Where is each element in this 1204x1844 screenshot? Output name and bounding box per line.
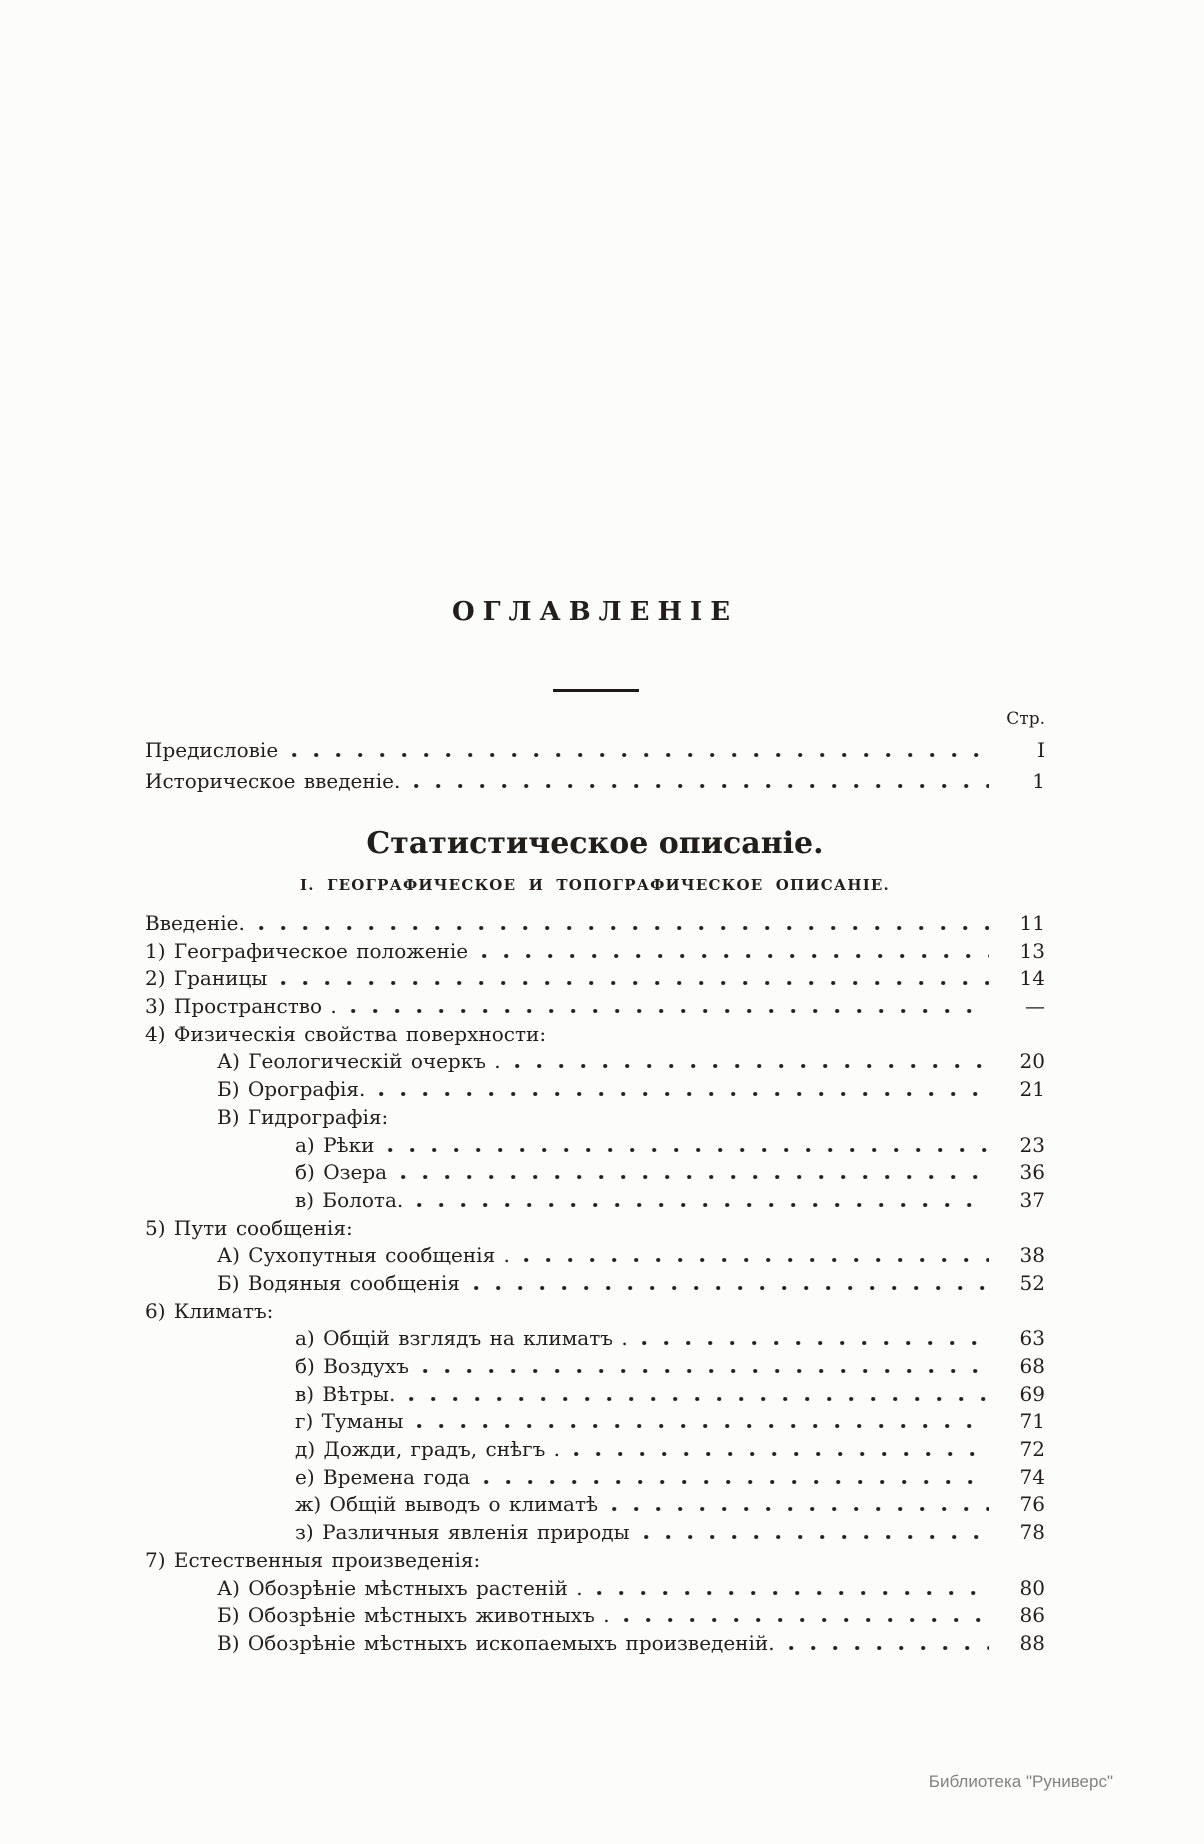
dot-leader [409,1397,989,1401]
toc-row [145,1354,1045,1382]
toc-row [145,1548,1045,1576]
toc-row [145,1409,1045,1437]
dot-leader [401,1175,989,1179]
toc-entry-label: в) Вѣтры. [295,1381,396,1406]
toc-entry-page: 71 [1019,1409,1045,1434]
dot-leader [417,1203,989,1207]
toc-entry-page: 1 [1032,769,1045,793]
toc-entry-page: 69 [1019,1381,1045,1406]
section-heading: Статистическое описаніе. [366,826,824,861]
toc-entry-label: 7) Естественныя произведенія: [145,1547,481,1572]
toc-entry-label: Предисловіе [145,738,279,762]
toc-row [145,1382,1045,1410]
dot-leader [474,1286,989,1290]
dot-leader [281,981,989,985]
toc-entry-label: Историческое введеніе. [145,769,401,793]
toc-entry-page: 38 [1019,1243,1045,1268]
toc-entry-page: 86 [1019,1603,1045,1628]
toc-entry-label: з) Различныя явленія природы [295,1520,630,1545]
toc-entry-label: Б) Орографія. [217,1077,366,1102]
toc-entry-label: Введеніе. [145,911,245,935]
dot-leader [292,753,989,757]
dot-leader [351,1009,989,1013]
toc-entry-page: 88 [1019,1630,1045,1655]
toc-entry-label: В) Обозрѣніе мѣстныхъ ископаемыхъ произведеній. [217,1630,775,1655]
toc-row [145,1022,1045,1050]
dot-leader [612,1507,989,1511]
toc-entry-page: 76 [1019,1492,1045,1517]
toc-entry-page: 52 [1019,1270,1045,1295]
toc-entry-label: 1) Географическое положеніе [145,938,469,963]
toc-row [145,1465,1045,1493]
toc-row [145,994,1045,1022]
toc-entry-label: Б) Обозрѣніе мѣстныхъ животныхъ . [217,1603,610,1628]
subsection-heading: І. ГЕОГРАФИЧЕСКОЕ И ТОПОГРАФИЧЕСКОЕ ОПИСАНІЕ. [300,876,890,894]
toc-row [145,1520,1045,1548]
dot-leader [642,1341,989,1345]
toc-entry-page: 21 [1019,1077,1045,1102]
toc-entry-label: б) Озера [295,1160,388,1185]
toc-entry-page: 80 [1019,1575,1045,1600]
dot-leader [644,1535,990,1539]
toc-row [145,939,1045,967]
dot-leader [789,1646,989,1650]
dot-leader [574,1452,989,1456]
toc-entry-label: ж) Общій выводъ о климатѣ [295,1492,599,1517]
toc-row [145,911,1045,939]
toc-entry-label: 6) Климатъ: [145,1298,274,1323]
toc-entry-label: 3) Пространство . [145,994,337,1019]
toc-row [145,1188,1045,1216]
toc-row [145,966,1045,994]
toc-row [145,769,1045,800]
toc-entry-page: — [1025,994,1045,1019]
front-matter-list [145,738,1045,800]
toc-entry-label: Б) Водяныя сообщенія [217,1270,460,1295]
dot-leader [484,1480,989,1484]
dot-leader [597,1591,989,1595]
toc-row [145,1271,1045,1299]
toc-entry-label: а) Рѣки [295,1132,375,1157]
toc-entry-page: 74 [1019,1464,1045,1489]
dot-leader [482,954,989,958]
toc-entry-label: г) Туманы [295,1409,404,1434]
toc-entry-label: б) Воздухъ [295,1354,409,1378]
toc-row [145,1576,1045,1604]
toc-row [145,1077,1045,1105]
toc-entry-label: в) Болота. [295,1187,404,1212]
toc-entry-page: 63 [1019,1326,1045,1351]
dot-leader [259,926,989,930]
dot-leader [524,1258,989,1262]
toc-entry-page: 20 [1019,1049,1045,1074]
dot-leader [515,1064,989,1068]
page-title: ОГЛАВЛЕНІЕ [451,597,739,627]
toc-entry-label: А) Обозрѣніе мѣстныхъ растеній . [217,1575,583,1600]
toc-entry-label: е) Времена года [295,1464,471,1489]
toc-row [145,1631,1045,1659]
toc-entry-label: 4) Физическія свойства поверхности: [145,1021,547,1046]
page-column-header: Стр. [1006,709,1045,729]
toc-entry-page: 36 [1019,1160,1045,1185]
dot-leader [388,1148,989,1152]
toc-entry-page: 13 [1019,938,1045,963]
toc-entry-page: 11 [1019,911,1045,935]
toc-entry-page: 68 [1019,1354,1045,1378]
toc-entry-label: д) Дожди, градъ, снѣгъ . [295,1437,561,1462]
watermark: Библиотека "Руниверс" [928,1772,1113,1791]
title-rule-divider [553,689,639,692]
dot-leader [624,1618,989,1622]
toc-entry-page: I [1037,738,1045,762]
toc-row [145,738,1045,769]
toc-row [145,1437,1045,1465]
toc-row [145,1049,1045,1077]
dot-leader [379,1092,989,1096]
toc-entry-label: В) Гидрографія: [217,1104,389,1129]
toc-row [145,1133,1045,1161]
dot-leader [423,1369,989,1373]
dot-leader [417,1424,989,1428]
toc-row [145,1105,1045,1133]
toc-row [145,1326,1045,1354]
toc-row [145,1492,1045,1520]
toc-row [145,1243,1045,1271]
toc-entry-label: А) Геологическій очеркъ . [217,1049,501,1074]
toc-entry-page: 23 [1019,1132,1045,1157]
toc-entry-label: а) Общій взглядъ на климатъ . [295,1326,628,1351]
toc-entry-page: 78 [1019,1520,1045,1545]
toc-row [145,1603,1045,1631]
toc-entry-page: 72 [1019,1437,1045,1462]
dot-leader [414,784,989,788]
toc-entry-label: А) Сухопутныя сообщенія . [217,1243,510,1268]
toc-row [145,1299,1045,1327]
toc-row [145,1160,1045,1188]
toc-row [145,1216,1045,1244]
toc-entry-page: 14 [1019,966,1045,991]
toc-entry-page: 37 [1019,1187,1045,1212]
table-of-contents-list [145,911,1045,1659]
toc-entry-label: 2) Границы [145,966,268,991]
toc-entry-label: 5) Пути сообщенія: [145,1215,353,1240]
